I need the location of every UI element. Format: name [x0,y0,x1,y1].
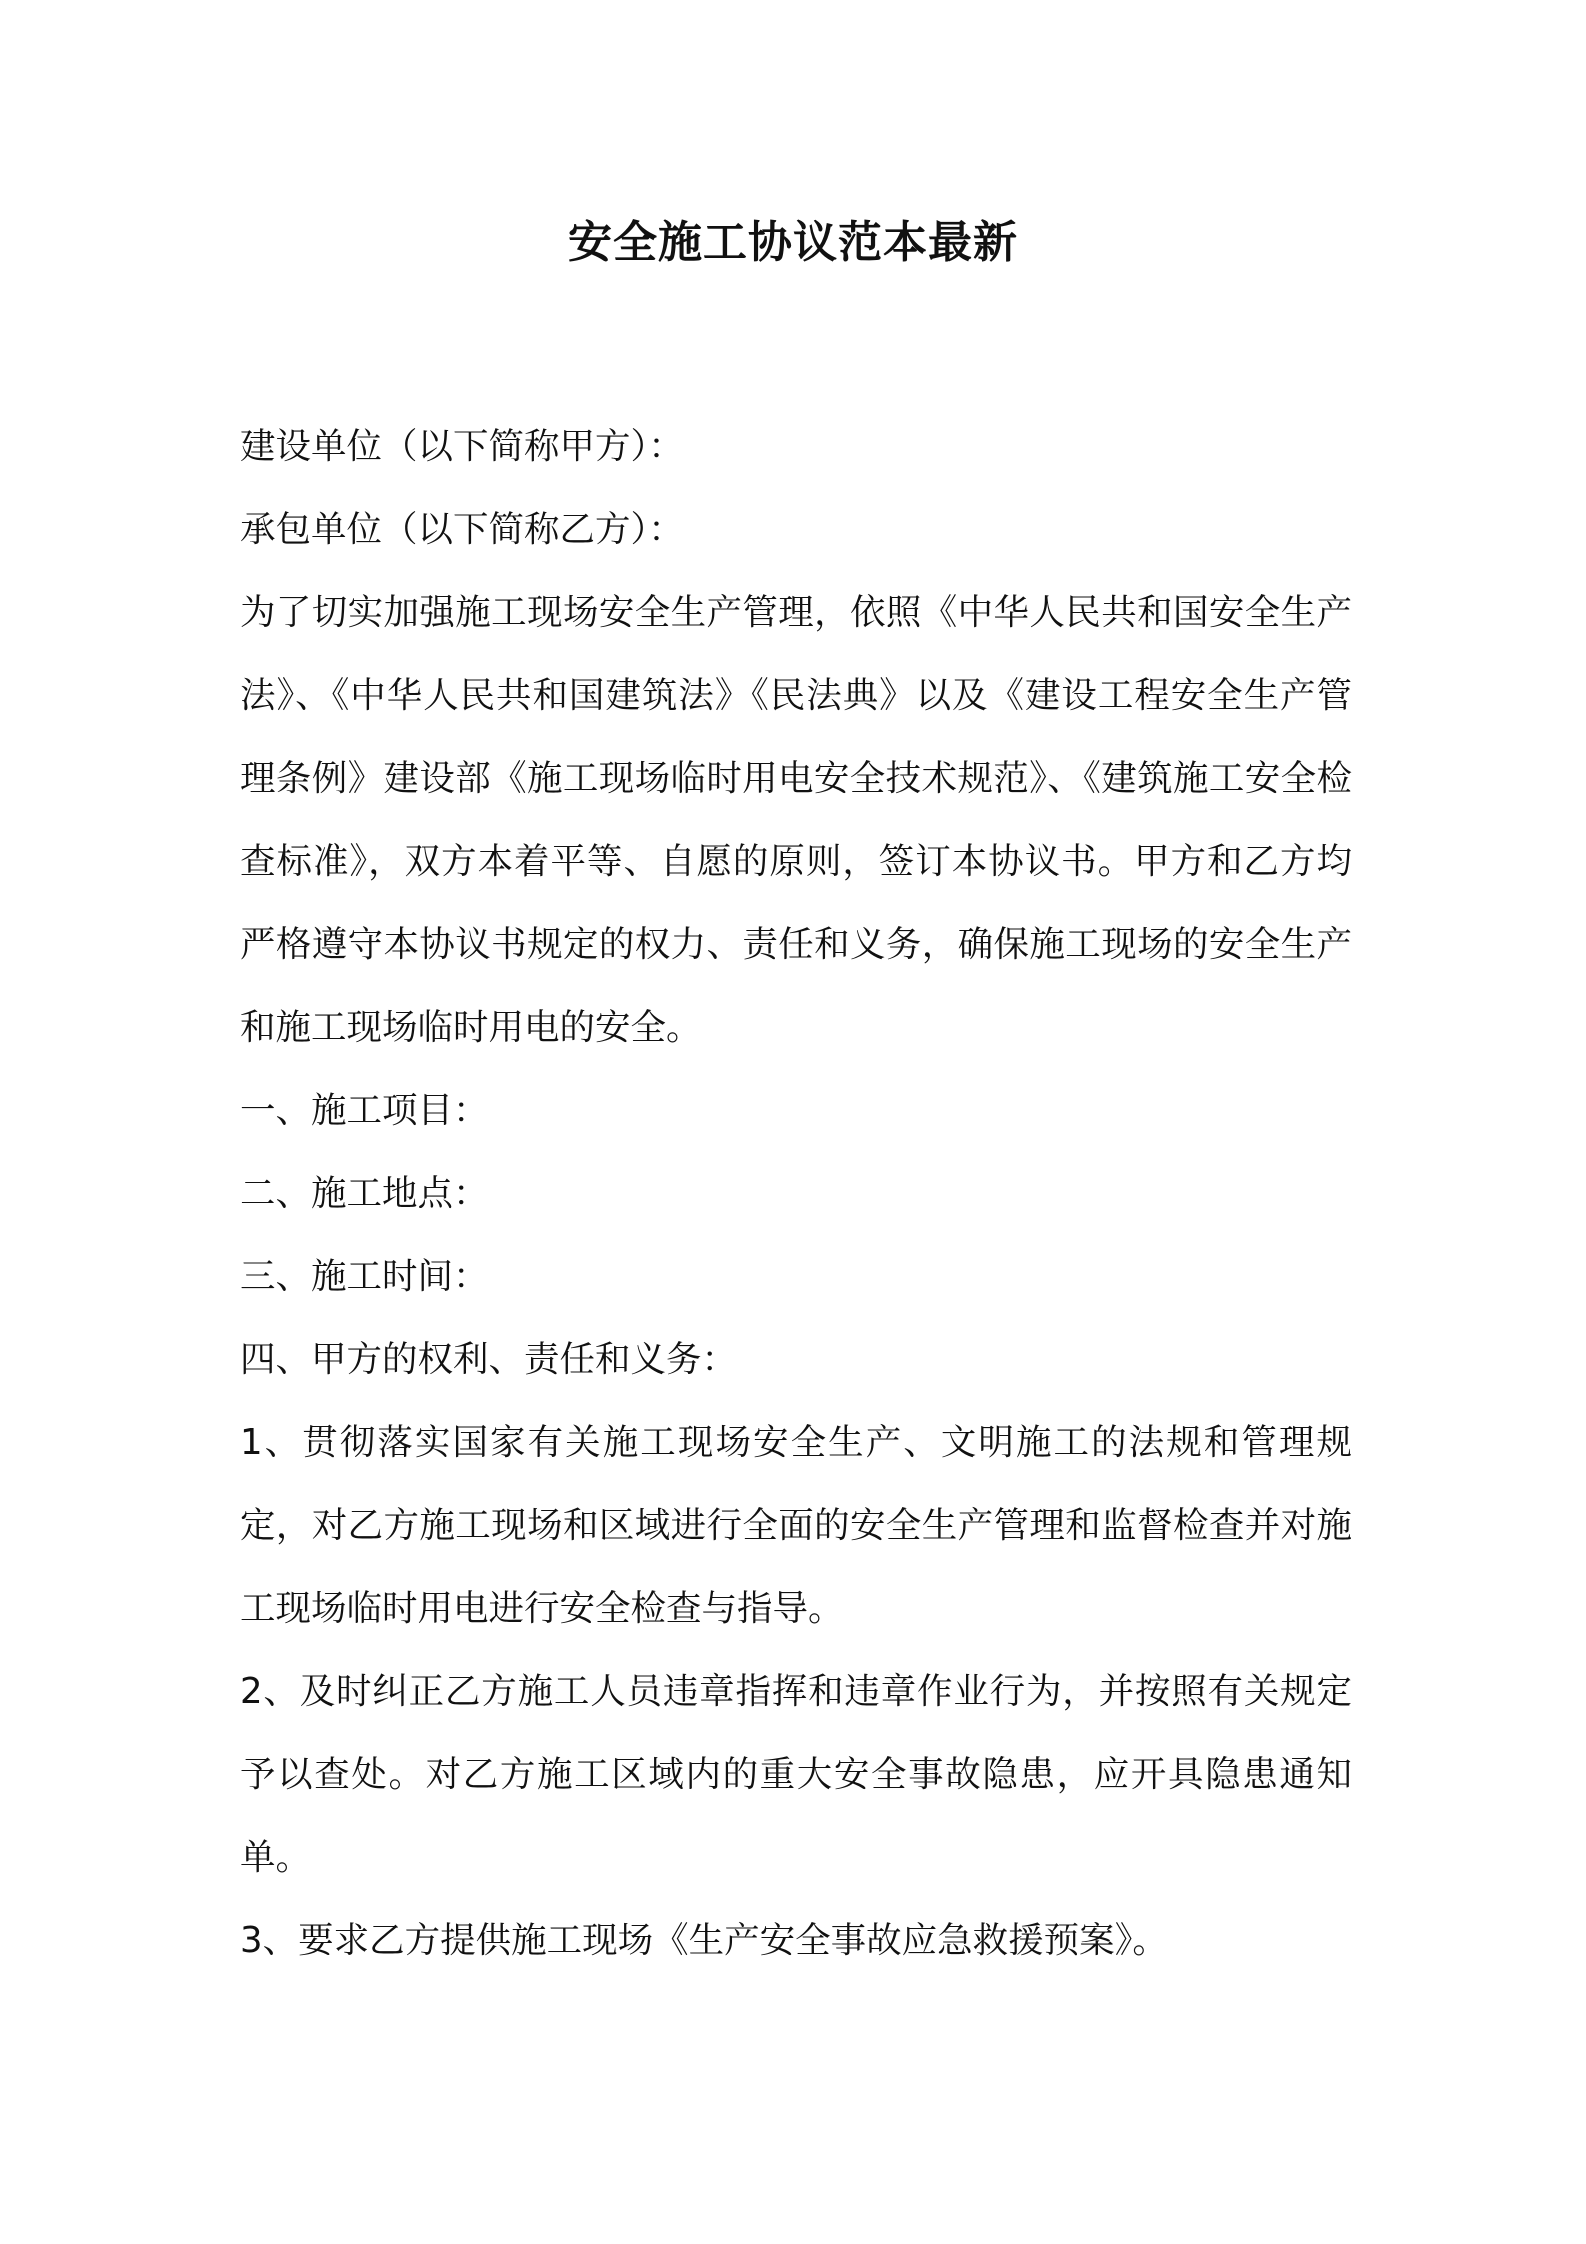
preamble-paragraph: 为了切实加强施工现场安全生产管理，依照《中华人民共和国安全生产法》、《中华人民共和国建筑法》《民法典》以及《建设工程安全生产管理条例》建设部《施工现场临时用电安全技术规范》、《建筑施工安全检查标准》，双方本着平等、自愿的原则，签订本协议书。甲方和乙方均严格遵守本协议书规定的权力、责任和义务，确保施工现场的安全生产和施工现场临时用电的安全。 [240,592,1352,1048]
party-a-line: 建设单位（以下简称甲方）： [240,426,684,467]
party-b-line: 承包单位（以下简称乙方）： [240,509,684,550]
clause-2: 2、及时纠正乙方施工人员违章指挥和违章作业行为，并按照有关规定予以查处。对乙方施工区域内的重大安全事故隐患，应开具隐患通知单。 [240,1671,1352,1878]
document-body [240,405,1352,1982]
clause-3: 3、要求乙方提供施工现场《生产安全事故应急救援预案》。 [240,1920,1168,1961]
section-party-a-obligations: 四、甲方的权利、责任和义务： [240,1339,738,1380]
clause-1: 1、贯彻落实国家有关施工现场安全生产、文明施工的法规和管理规定，对乙方施工现场和区域进行全面的安全生产管理和监督检查并对施工现场临时用电进行安全检查与指导。 [240,1422,1352,1629]
document-title: 安全施工协议范本最新 [568,217,1018,268]
section-construction-time: 三、施工时间： [240,1256,489,1297]
section-construction-project: 一、施工项目： [240,1090,489,1131]
section-construction-location: 二、施工地点： [240,1173,489,1214]
